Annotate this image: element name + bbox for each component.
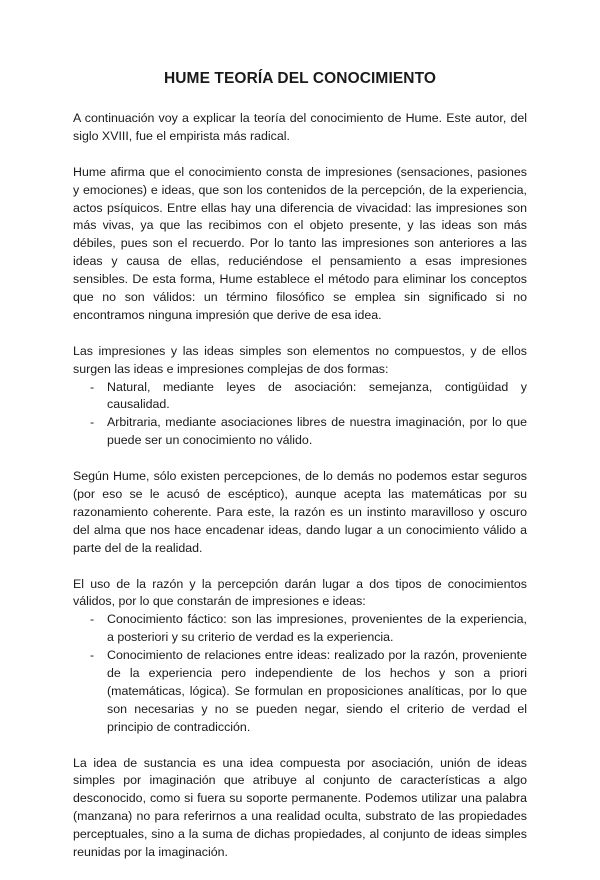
list-item xyxy=(73,647,527,737)
list-item xyxy=(73,379,527,415)
page-title: HUME TEORÍA DEL CONOCIMIENTO xyxy=(163,70,437,87)
paragraph-impressions-ideas: Hume afirma que el conocimiento consta de impresiones (sensaciones, pasiones y emociones) e ideas, que son los contenidos de la percepción, de la experiencia, actos psíquicos. Entre ellas hay una diferencia de vivacidad: las impresiones son más vivas, ya que las recibimos con el objeto presente, y las ideas son más débiles, pues son el recuerdo. Por lo tanto las impresiones son anteriores a las ideas y causa de ellas, reduciéndose el pensamiento a esas impresiones sensibles. De esta forma, Hume establece el método para eliminar los conceptos que no son válidos: un término filosófico se emplea sin significado si no encontramos ninguna impresión que derive de esa idea. xyxy=(73,164,527,322)
paragraph-perceptions: Según Hume, sólo existen percepciones, de lo demás no podemos estar seguros (por eso se le acusó de escéptico), aunque acepta las matemáticas por su razonamiento coherente. Para este, la razón es un instinto maravilloso y oscuro del alma que nos hace encadenar ideas, dando lugar a un conocimiento válido a parte del de la realidad. xyxy=(73,469,527,555)
dash-bullet: - xyxy=(90,379,95,394)
document-body xyxy=(73,110,527,880)
paragraph-intro: A continuación voy a explicar la teoría del conocimiento de Hume. Este autor, del siglo XVIII, fue el empirista más radical. xyxy=(73,111,527,143)
list-item-text: Natural, mediante leyes de asociación: semejanza, contigüidad y causalidad. xyxy=(107,379,527,412)
list-item-text: Arbitraria, mediante asociaciones libres de nuestra imaginación, por lo que puede ser un conocimiento no válido. xyxy=(107,415,527,448)
dash-bullet: - xyxy=(90,612,95,627)
knowledge-types-list xyxy=(73,611,527,736)
paragraph-simple-complex: Las impresiones y las ideas simples son elementos no compuestos, y de ellos surgen las ideas e impresiones complejas de dos formas: xyxy=(73,343,527,376)
list-item xyxy=(73,414,527,450)
list-item-text: Conocimiento de relaciones entre ideas: realizado por la razón, proveniente de la experiencia pero independiente de los hechos y son a priori (matemáticas, lógica). Se formulan en proposiciones analíticas, por lo que son necesarias y no se pueden negar, siendo el criterio de verdad el principio de contradicción. xyxy=(107,648,527,734)
list-item-text: Conocimiento fáctico: son las impresiones, provenientes de la experiencia, a posteriori y su criterio de verdad es la experiencia. xyxy=(107,612,527,645)
paragraph-substance: La idea de sustancia es una idea compuesta por asociación, unión de ideas simples por imaginación que atribuye al conjunto de características a algo desconocido, como si fuera su soporte permanente. Podemos utilizar una palabra (manzana) no para referirnos a una realidad oculta, substrato de las propiedades perceptuales, sino a la suma de dichas propiedades, al conjunto de ideas simples reunidas por la imaginación. xyxy=(73,755,527,860)
association-list xyxy=(73,379,527,451)
dash-bullet: - xyxy=(90,648,95,663)
list-item xyxy=(73,611,527,647)
paragraph-reason-perception: El uso de la razón y la percepción darán lugar a dos tipos de conocimientos válidos, por lo que constarán de impresiones e ideas: xyxy=(73,576,527,609)
dash-bullet: - xyxy=(90,415,95,430)
